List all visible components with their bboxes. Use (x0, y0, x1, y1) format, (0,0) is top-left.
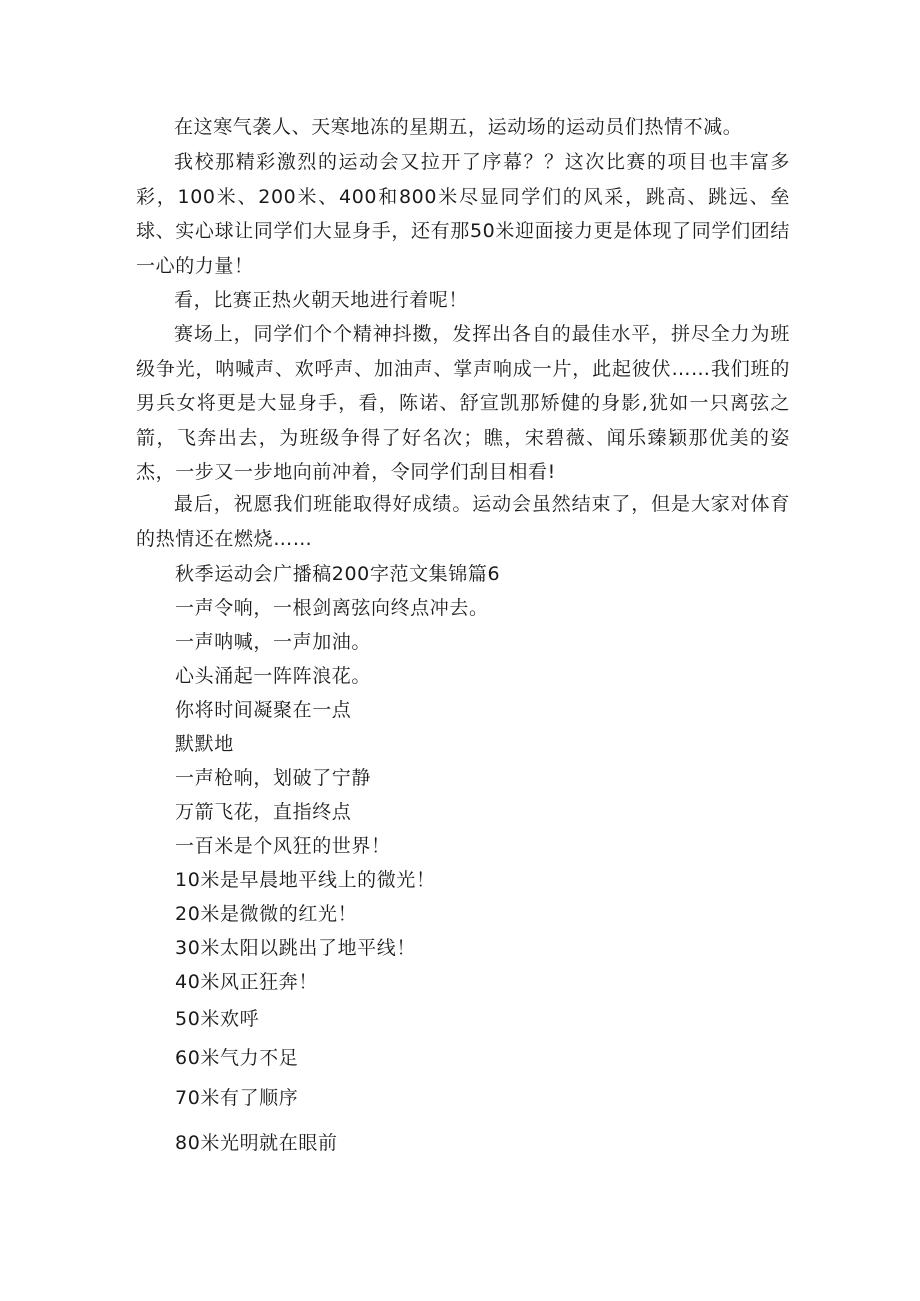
paragraph-closing: 最后，祝愿我们班能取得好成绩。运动会虽然结束了，但是大家对体育的热情还在燃烧…… (136, 493, 790, 550)
poem-line: 20米是微微的红光！ (175, 903, 358, 925)
poem-line: 一百米是个风狂的世界！ (175, 835, 391, 857)
paragraph-watch: 看，比赛正热火朝天地进行着呢！ (174, 289, 469, 311)
paragraph-intro: 在这寒气袭人、天寒地冻的星期五，运动场的运动员们热情不减。 (174, 116, 743, 138)
poem-line: 万箭飞花，直指终点 (175, 801, 352, 823)
poem-line: 60米气力不足 (175, 1047, 299, 1069)
poem-line: 一声令响，一根剑离弦向终点冲去。 (175, 597, 489, 619)
poem-line: 一声呐喊，一声加油。 (175, 631, 372, 653)
paragraph-events: 我校那精彩激烈的运动会又拉开了序幕？？这次比赛的项目也丰富多彩，100米、200米、400和800米尽显同学们的风采，跳高、跳远、垒球、实心球让同学们大显身手，还有那50米迎面接力更是体现了同学们团结一心的力量！ (136, 151, 790, 277)
poem-line: 40米风正狂奔！ (175, 971, 318, 993)
poem-line: 80米光明就在眼前 (175, 1132, 338, 1154)
poem-line: 一声枪响，划破了宁静 (175, 767, 372, 789)
poem-line: 30米太阳以跳出了地平线！ (175, 937, 416, 959)
poem-line: 10米是早晨地平线上的微光！ (175, 869, 436, 891)
section-title: 秋季运动会广播稿200字范文集锦篇6 (175, 563, 501, 585)
paragraph-field: 赛场上，同学们个个精神抖擞，发挥出各自的最佳水平，拼尽全力为班级争光，呐喊声、欢呼声、加油声、掌声响成一片，此起彼伏……我们班的男兵女将更是大显身手，看，陈诺、舒宣凯那矫健的身影,犹如一只离弦之箭，飞奔出去，为班级争得了好名次；瞧，宋碧薇、闻乐臻颖那优美的姿杰，一步又一步地向前冲着，令同学们刮目相看! (136, 323, 790, 483)
poem-line: 你将时间凝聚在一点 (175, 699, 352, 721)
poem-line: 默默地 (175, 733, 234, 755)
poem-line: 70米有了顺序 (175, 1087, 299, 1109)
poem-line: 50米欢呼 (175, 1008, 260, 1030)
poem-line: 心头涌起一阵阵浪花。 (175, 665, 372, 687)
